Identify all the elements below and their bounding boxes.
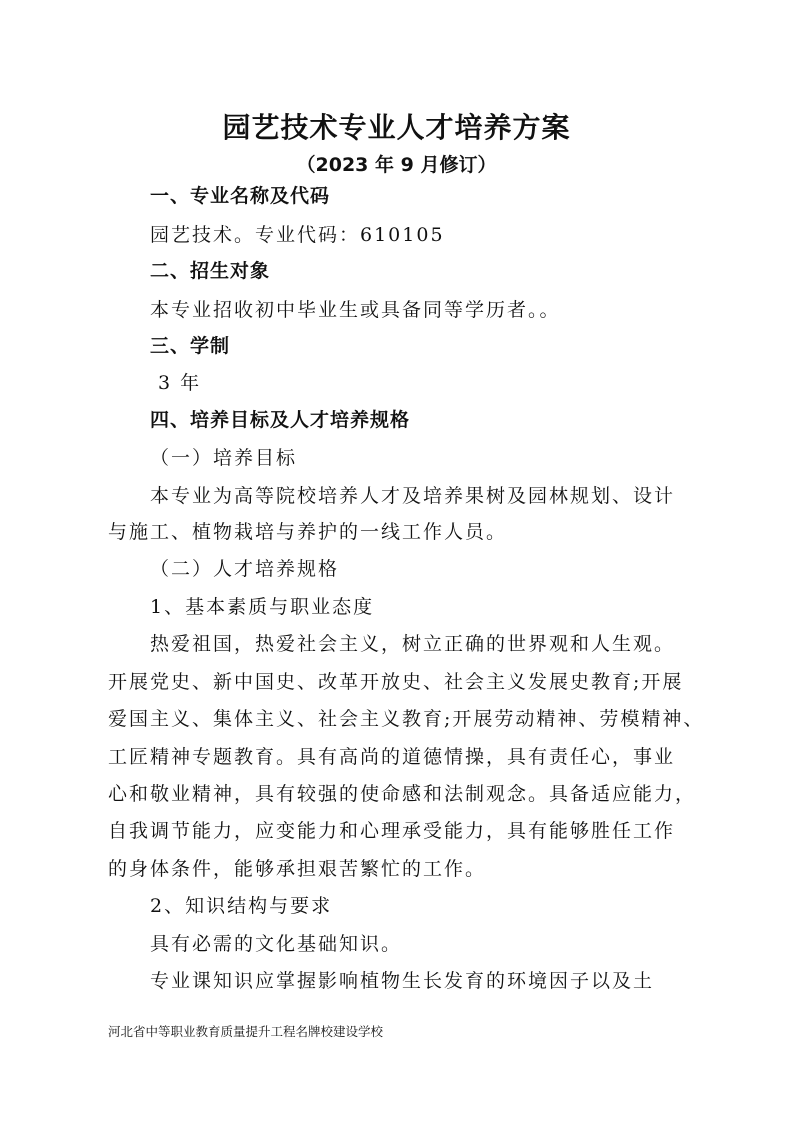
section-heading-3: 三、学制 — [150, 335, 231, 357]
subsection-heading-spec: （二）人才培养规格 — [150, 558, 340, 580]
page-title: 园艺技术专业人才培养方案 — [222, 111, 571, 144]
section-text-1: 园艺技术。专业代码：610105 — [150, 224, 445, 246]
paragraph-1-line-5: 心和敬业精神，具有较强的使命感和法制观念。具备适应能力， — [108, 783, 697, 805]
item-heading-1: 1、基本素质与职业态度 — [150, 596, 375, 618]
paragraph-1-line-4: 工匠精神专题教育。具有高尚的道德情操，具有责任心，事业 — [108, 746, 676, 768]
section-heading-4: 四、培养目标及人才培养规格 — [150, 409, 411, 431]
paragraph-1-line-1: 热爱祖国，热爱社会主义，树立正确的世界观和人生观。 — [150, 633, 676, 655]
paragraph-3-line-1: 专业课知识应掌握影响植物生长发育的环境因子以及土 — [150, 970, 655, 992]
paragraph-1-line-6: 自我调节能力，应变能力和心理承受能力，具有能够胜任工作 — [108, 820, 676, 842]
paragraph-1-line-2: 开展党史、新中国史、改革开放史、社会主义发展史教育;开展 — [108, 671, 684, 693]
paragraph-1-line-7: 的身体条件，能够承担艰苦繁忙的工作。 — [108, 858, 487, 880]
page-footer: 河北省中等职业教育质量提升工程名牌校建设学校 — [108, 1024, 384, 1039]
section-text-3: 3 年 — [158, 372, 202, 394]
page-subtitle: （2023 年 9 月修订） — [296, 154, 497, 176]
item-heading-2: 2、知识结构与要求 — [150, 895, 333, 917]
section-heading-1: 一、专业名称及代码 — [150, 185, 331, 207]
section-heading-2: 二、招生对象 — [150, 260, 271, 282]
goal-line-1: 本专业为高等院校培养人才及培养果树及园林规划、设计 — [150, 485, 676, 507]
section-text-2: 本专业招收初中毕业生或具备同等学历者。。 — [150, 299, 561, 321]
paragraph-1-line-3: 爱国主义、集体主义、社会主义教育;开展劳动精神、劳模精神、 — [108, 708, 705, 730]
paragraph-2-line-1: 具有必需的文化基础知识。 — [150, 933, 403, 955]
subsection-heading-goal: （一）培养目标 — [150, 447, 298, 469]
goal-line-2: 与施工、植物栽培与养护的一线工作人员。 — [108, 521, 508, 543]
